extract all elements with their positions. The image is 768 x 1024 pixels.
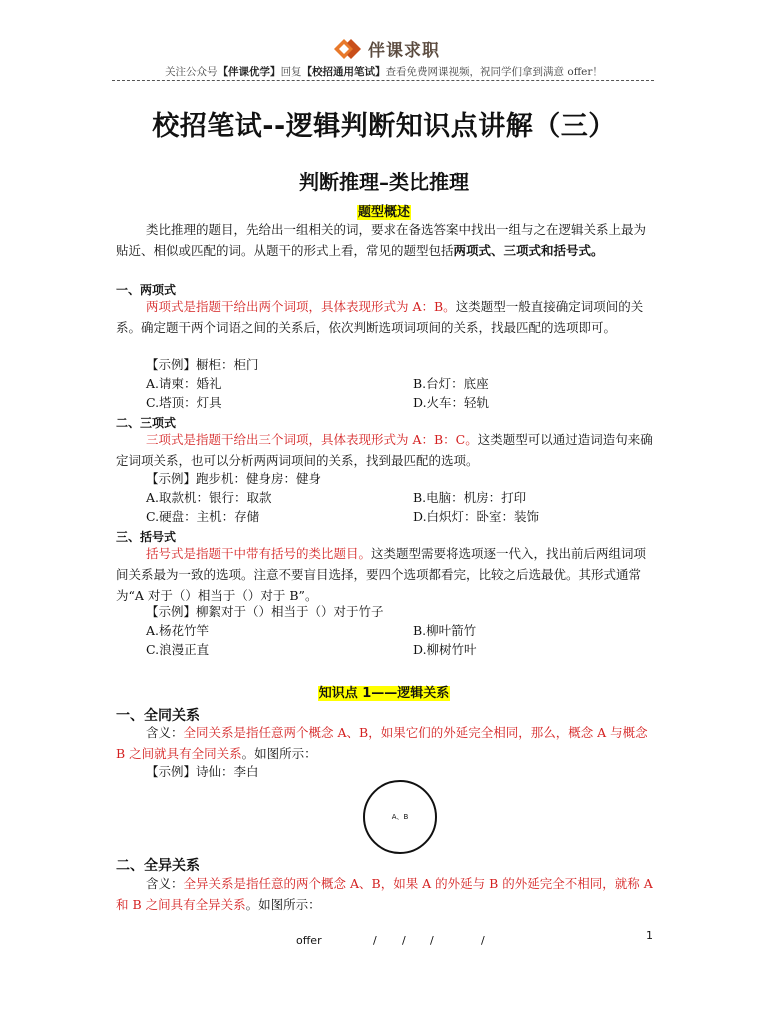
identity-relation-heading: 一、全同关系	[116, 708, 200, 724]
option-d: D.白炽灯：卧室：装饰	[413, 509, 540, 524]
section-three-term-text: 这类题型可以通过造词造句来确定词项关系，也可以分析两两词项间的关系，找到最匹配的选项。	[116, 432, 653, 468]
section-two-term-example: 【示例】橱柜：柜门	[146, 357, 259, 372]
section-two-term-definition: 两项式是指题干给出两个词项，具体表现形式为 A：B。	[146, 299, 456, 314]
page-number: 1	[646, 929, 653, 942]
section-bracket-heading: 三、括号式	[116, 530, 177, 544]
knowledge-point-heading-wrap	[0, 682, 768, 701]
promo-line	[0, 64, 768, 79]
section-two-term-text: 这类题型一般直接确定词项间的关系。确定题干两个词语之间的关系后，依次判断选项词项间的关系，找最匹配的选项即可。	[116, 299, 644, 335]
option-b: B.台灯：底座	[413, 376, 489, 391]
overview-paragraph	[116, 219, 654, 261]
option-a: A.杨花竹竿	[146, 623, 210, 638]
section-bracket-paragraph	[116, 543, 654, 606]
section-bracket-example: 【示例】柳絮对于（）相当于（）对于竹子	[146, 604, 384, 619]
section-three-term-definition: 三项式是指题干给出三个词项，具体表现形式为 A：B：C。	[146, 432, 478, 447]
page-subtitle: 判断推理–类比推理	[299, 170, 469, 194]
exclusion-relation-definition: 全异关系是指任意的两个概念 A、B，如果 A 的外延与 B 的外延完全不相同，就称 A 和 B 之间具有全异关系	[116, 876, 653, 912]
brand-logo	[334, 36, 440, 61]
exclusion-relation-heading: 二、全异关系	[116, 858, 200, 874]
exclusion-relation-tail: 。如图所示：	[245, 897, 321, 912]
promo-part2: 【伴课优学】	[217, 66, 281, 78]
section-bracket-definition: 括号式是指题干中带有括号的类比题目。	[146, 546, 372, 561]
brand-logo-icon	[334, 37, 362, 61]
option-b: B.柳叶箭竹	[413, 623, 477, 638]
promo-part4: 【校招通用笔试】	[301, 66, 386, 78]
footer-slash: /	[481, 934, 485, 947]
promo-part5: 查看免费网课视频，祝同学们拿到满意 offer！	[385, 66, 603, 78]
page-title: 校招笔试--逻辑判断知识点讲解（三）	[152, 111, 616, 142]
identity-diagram-label: A、B	[391, 813, 409, 821]
overview-heading-wrap	[0, 201, 768, 220]
overview-bold-text: 两项式、三项式和括号式。	[453, 243, 604, 258]
identity-relation-tail: 。如图所示：	[241, 746, 317, 761]
option-c: C.硬盘：主机：存储	[146, 509, 260, 524]
option-d: D.火车：轻轨	[413, 395, 490, 410]
section-three-term-heading: 二、三项式	[116, 416, 177, 430]
section-three-term-paragraph	[116, 429, 654, 471]
overview-text: 类比推理的题目，先给出一组相关的词，要求在备选答案中找出一组与之在逻辑关系上最为贴近、相似或匹配的词。从题干的形式上看，常见的题型包括	[116, 222, 647, 258]
identity-relation-definition: 全同关系是指任意两个概念 A、B，如果它们的外延完全相同，那么，概念 A 与概念 B 之间就具有全同关系	[116, 725, 648, 761]
header-divider	[112, 80, 654, 81]
promo-part3: 回复	[280, 66, 302, 78]
option-b: B.电脑：机房：打印	[413, 490, 527, 505]
footer-slash: /	[402, 934, 406, 947]
identity-relation-paragraph	[116, 722, 654, 764]
footer-slash: /	[373, 934, 377, 947]
identity-relation-label: 含义：	[146, 725, 184, 740]
footer-text: offer	[296, 934, 322, 947]
option-a: A.请柬：婚礼	[146, 376, 222, 391]
knowledge-point-heading: 知识点 1——逻辑关系	[318, 686, 450, 701]
exclusion-relation-label: 含义：	[146, 876, 184, 891]
section-bracket-text: 这类题型需要将选项逐一代入，找出前后两组词项间关系最为一致的选项。注意不要盲目选择，要四个选项都看完，比较之后选最优。其形式通常为“A 对于（）相当于（）对于 B”。	[116, 546, 647, 603]
exclusion-relation-paragraph	[116, 873, 654, 915]
footer-slash: /	[430, 934, 434, 947]
identity-diagram-circle	[363, 780, 437, 854]
option-c: C.浪漫正直	[146, 642, 210, 657]
section-three-term-example: 【示例】跑步机：健身房：健身	[146, 471, 322, 486]
option-c: C.塔顶：灯具	[146, 395, 222, 410]
promo-part1: 关注公众号	[165, 66, 218, 78]
identity-relation-example: 【示例】诗仙：李白	[146, 764, 259, 779]
option-a: A.取款机：银行：取款	[146, 490, 272, 505]
brand-name: 伴课求职	[368, 41, 440, 61]
option-d: D.柳树竹叶	[413, 642, 477, 657]
overview-heading: 题型概述	[357, 205, 410, 220]
section-two-term-heading: 一、两项式	[116, 283, 177, 297]
section-two-term-paragraph	[116, 296, 654, 338]
